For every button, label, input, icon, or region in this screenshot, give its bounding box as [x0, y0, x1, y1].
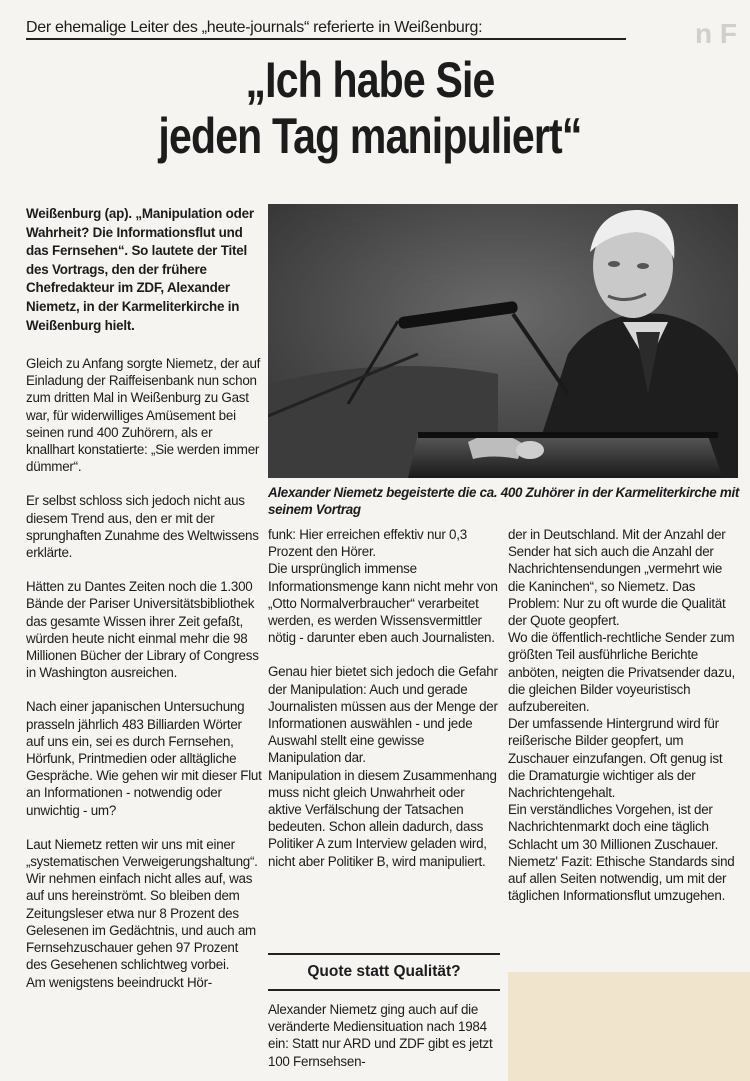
kicker-line: Der ehemalige Leiter des „heute-journals“ referierte in Weißenburg: [26, 18, 626, 40]
photo-caption: Alexander Niemetz begeisterte die ca. 400 Zuhörer in der Karmeliterkirche mit seinem Vortrag [268, 485, 740, 518]
column-1-paragraph: Nach einer japanischen Untersuchung prasseln jährlich 483 Billiarden Wörter auf uns ein, sei es durch Fernsehen, Hörfunk, Printmedien oder alltägliche Gespräche. Wie gehen wir mit dieser Flut an Informationen - notwendig oder unwichtig - um? [26, 699, 262, 818]
column-1-paragraph: Er selbst schloss sich jedoch nicht aus diesem Trend aus, den er mit der sprunghaften Zunahme des Weltwissens erklärte. [26, 493, 259, 561]
column-3-paragraph: Niemetz' Fazit: Ethische Standards sind auf allen Seiten notwendig, um mit der täglichen Informationsflut umzugehen. [508, 853, 735, 904]
column-1 [26, 355, 262, 991]
column-3-paragraph: Der umfassende Hintergrund wird für reißerische Bilder geopfert, um Zuschauer einzufangen. Oft genug ist die Dramaturgie wichtiger als der Nachrichtengehalt. [508, 716, 723, 801]
column-1-paragraph: Gleich zu Anfang sorgte Niemetz, der auf Einladung der Raiffeisenbank nun schon zum dritten Mal in Weißenburg zu Gast war, für widerwilliges Amüsement bei seinen rund 400 Zuhörern, als er knallhart konstatierte: „Sie werden immer dümmer“. [26, 356, 261, 475]
headline [99, 52, 640, 164]
subheading: Quote statt Qualität? [268, 953, 500, 991]
lead-paragraph: Weißenburg (ap). „Manipulation oder Wahrheit? Die Informationsflut und das Fernsehen“. So lautete der Titel des Vortrags, den der frühere Chefredakteur im ZDF, Alexander Niemetz, in der Karmeliterkirche in Weißenburg hielt. [26, 206, 254, 333]
column-1-paragraph: Hätten zu Dantes Zeiten noch die 1.300 Bände der Pariser Universitätsbibliothek das gesamte Wissen ihrer Zeit gefaßt, würden heute nicht einmal mehr die 98 Millionen Bücher der Library of Congress in Washington ausreichen. [26, 579, 259, 681]
column-2-paragraph: Genau hier bietet sich jedoch die Gefahr der Manipulation: Auch und gerade Journalisten müssen aus der Menge der Informationen auswählen - und jede Auswahl stellt eine gewisse Manipulation dar. [268, 664, 498, 766]
page-edge-background [508, 972, 750, 1081]
headline-line-1: „Ich habe Sie [245, 52, 495, 108]
column-2-paragraph: funk: Hier erreichen effektiv nur 0,3 Prozent den Hörer. [268, 527, 467, 560]
column-3 [508, 526, 740, 904]
column-2-paragraph: Manipulation in diesem Zusammenhang muss nicht gleich Unwahrheit oder aktive Verfälschung der Tatsachen bedeuten. Schon allein dadurch, dass Politiker A zum Interview geladen wird, nicht aber Politiker B, wird manipuliert. [268, 767, 497, 869]
column-2 [268, 526, 500, 870]
speaker-photo-illustration [268, 204, 738, 478]
bleed-through-text: n F [695, 18, 737, 48]
column-2-paragraph: Die ursprünglich immense Informationsmenge kann nicht mehr von „Otto Normalverbraucher“ verarbeitet werden, es werden Wissensvermittler nötig - darunter eben auch Journalisten. [268, 561, 498, 646]
column-1-paragraph: Am wenigstens beeindruckt Hör- [26, 974, 213, 990]
column-1-paragraph: Laut Niemetz retten wir uns mit einer „systematischen Verweigerungshaltung“. Wir nehmen einfach nicht alles auf, was auf uns hereinströmt. So bleiben dem Zeitungsleser etwa nur 8 Prozent des Gelesenen im Gedächtnis, und auch am Fernsehzuschauer gehen 97 Prozent des Gesehenen schlichtweg vorbei. [26, 836, 258, 973]
headline-line-2: jeden Tag manipuliert“ [158, 108, 582, 164]
speaker-photo [268, 204, 738, 478]
column-2-continued: Alexander Niemetz ging auch auf die veränderte Mediensituation nach 1984 ein: Statt nur ARD und ZDF gibt es jetzt 100 Fernsehsen- [268, 1002, 493, 1069]
column-3-paragraph: der in Deutschland. Mit der Anzahl der Sender hat sich auch die Anzahl der Nachrichtensendungen „vermehrt wie die Kaninchen“, so Niemetz. Das Problem: Nur zu oft wurde die Qualität der Quote geopfert. [508, 527, 726, 629]
column-3-paragraph: Ein verständliches Vorgehen, ist der Nachrichtenmarkt doch eine täglich Schlacht um 30 Millionen Zuschauer. [508, 802, 719, 852]
column-3-paragraph: Wo die öffentlich-rechtliche Sender zum größten Teil ausführliche Berichte anböten, neigten die Privatsender dazu, die gleichen Bilder voyeuristisch aufzubereiten. [508, 630, 735, 715]
